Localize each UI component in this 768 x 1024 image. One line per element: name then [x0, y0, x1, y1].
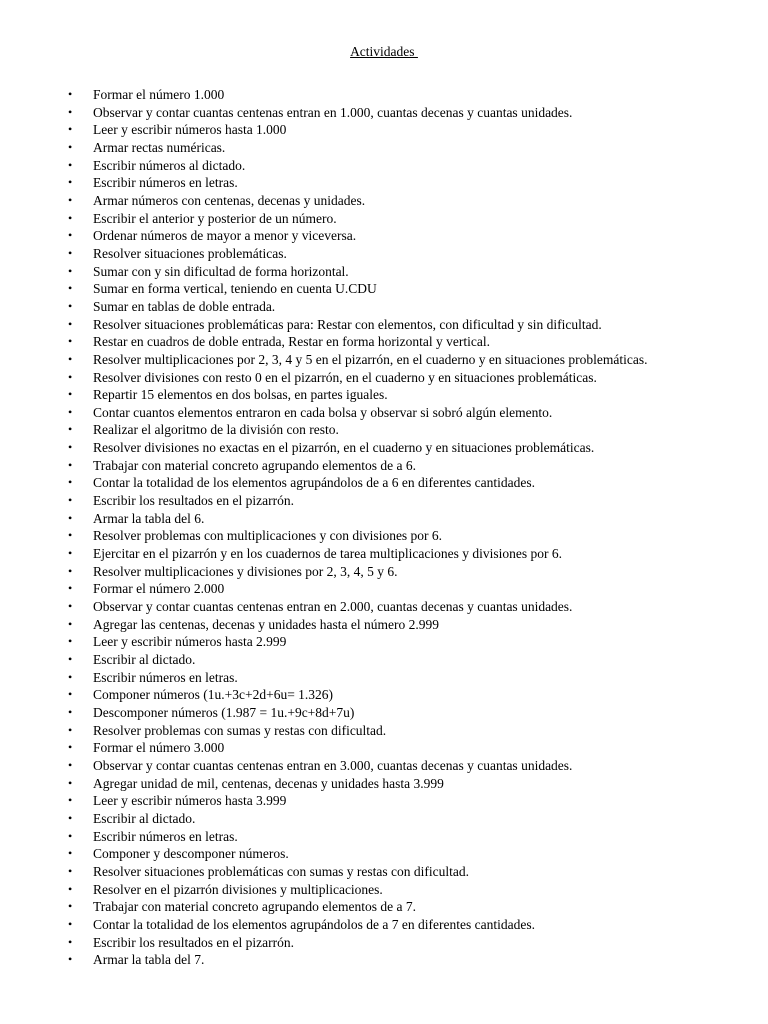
- list-item-text: Ejercitar en el pizarrón y en los cuadernos de tarea multiplicaciones y divisiones por 6.: [93, 546, 562, 562]
- bullet-icon: •: [68, 669, 73, 684]
- bullet-icon: •: [68, 281, 73, 296]
- list-item-text: Leer y escribir números hasta 1.000: [93, 122, 287, 138]
- bullet-icon: •: [68, 952, 73, 967]
- list-item-text: Restar en cuadros de doble entrada, Restar en forma horizontal y vertical.: [93, 334, 490, 350]
- list-item-text: Resolver problemas con sumas y restas con dificultad.: [93, 722, 387, 738]
- list-item-text: Componer números (1u.+3c+2d+6u= 1.326): [93, 687, 334, 703]
- bullet-icon: •: [68, 581, 73, 596]
- bullet-icon: •: [68, 192, 73, 207]
- bullet-icon: •: [68, 510, 73, 525]
- bullet-icon: •: [68, 634, 73, 649]
- list-item-text: Resolver situaciones problemáticas para: Restar con elementos, con dificultad y sin dificultad.: [93, 316, 602, 332]
- bullet-icon: •: [68, 369, 73, 384]
- document-title: Actividades: [350, 44, 418, 59]
- bullet-icon: •: [68, 104, 73, 119]
- bullet-icon: •: [68, 616, 73, 631]
- bullet-icon: •: [68, 139, 73, 154]
- list-item-text: Contar la totalidad de los elementos agrupándolos de a 6 en diferentes cantidades.: [93, 475, 535, 491]
- list-item-text: Resolver situaciones problemáticas con sumas y restas con dificultad.: [93, 863, 470, 879]
- bullet-icon: •: [68, 863, 73, 878]
- bullet-icon: •: [68, 457, 73, 472]
- list-item-text: Resolver situaciones problemáticas.: [93, 245, 287, 261]
- list-item-text: Armar rectas numéricas.: [93, 139, 226, 155]
- bullet-icon: •: [68, 899, 73, 914]
- bullet-icon: •: [68, 652, 73, 666]
- bullet-icon: •: [68, 563, 73, 578]
- bullet-icon: •: [68, 316, 73, 331]
- bullet-icon: •: [68, 122, 73, 137]
- list-item-text: Escribir los resultados en el pizarrón.: [93, 934, 294, 950]
- list-item-text: Leer y escribir números hasta 2.999: [93, 634, 287, 650]
- bullet-icon: •: [68, 828, 73, 843]
- list-item-text: Observar y contar cuantas centenas entran en 2.000, cuantas decenas y cuantas unidades.: [93, 599, 573, 615]
- bullet-icon: •: [68, 404, 73, 419]
- list-item-text: Escribir números en letras.: [93, 175, 238, 191]
- bullet-icon: •: [68, 757, 73, 772]
- list-item-text: Sumar en forma vertical, teniendo en cuenta U.CDU: [93, 281, 377, 297]
- list-item-text: Escribir números en letras.: [93, 828, 238, 844]
- list-item-text: Escribir los resultados en el pizarrón.: [93, 493, 294, 509]
- list-item-text: Leer y escribir números hasta 3.999: [93, 793, 287, 809]
- list-item-text: Resolver problemas con multiplicaciones y con divisiones por 6.: [93, 528, 443, 544]
- list-item-text: Resolver divisiones no exactas en el pizarrón, en el cuaderno y en situaciones problemáticas.: [93, 440, 595, 456]
- list-item-text: Contar la totalidad de los elementos agrupándolos de a 7 en diferentes cantidades.: [93, 916, 535, 932]
- list-item-text: Repartir 15 elementos en dos bolsas, en partes iguales.: [93, 387, 388, 403]
- bullet-icon: •: [68, 704, 73, 719]
- bullet-icon: •: [68, 351, 73, 366]
- list-item-text: Armar números con centenas, decenas y unidades.: [93, 192, 366, 208]
- list-item-text: Resolver multiplicaciones por 2, 3, 4 y 5 en el pizarrón, en el cuaderno y en situaciones problemáticas.: [93, 351, 648, 367]
- list-item-text: Ordenar números de mayor a menor y viceversa.: [93, 228, 357, 244]
- bullet-icon: •: [68, 210, 73, 225]
- bullet-icon: •: [68, 546, 73, 561]
- list-item-text: Escribir números en letras.: [93, 669, 238, 685]
- bullet-icon: •: [68, 846, 73, 861]
- bullet-icon: •: [68, 175, 73, 190]
- bullet-icon: •: [68, 87, 73, 101]
- list-item-text: Agregar las centenas, decenas y unidades hasta el número 2.999: [93, 616, 439, 632]
- list-item-text: Componer y descomponer números.: [93, 846, 289, 862]
- bullet-icon: •: [68, 916, 73, 931]
- bullet-icon: •: [68, 298, 73, 313]
- bullet-icon: •: [68, 740, 73, 755]
- bullet-icon: •: [68, 228, 73, 243]
- list-item-text: Formar el número 2.000: [93, 581, 225, 597]
- bullet-icon: •: [68, 528, 73, 543]
- list-item-text: Resolver en el pizarrón divisiones y multiplicaciones.: [93, 881, 383, 897]
- bullet-icon: •: [68, 775, 73, 790]
- list-item-text: Agregar unidad de mil, centenas, decenas y unidades hasta 3.999: [93, 775, 444, 791]
- list-item-text: Sumar en tablas de doble entrada.: [93, 298, 276, 314]
- bullet-icon: •: [68, 245, 73, 260]
- list-item-text: Descomponer números (1.987 = 1u.+9c+8d+7u): [93, 704, 355, 720]
- list-item-text: Armar la tabla del 6.: [93, 510, 205, 526]
- list-item-text: Escribir números al dictado.: [93, 157, 246, 173]
- bullet-icon: •: [68, 387, 73, 402]
- bullet-icon: •: [68, 334, 73, 349]
- list-item-text: Trabajar con material concreto agrupando elementos de a 6.: [93, 457, 416, 473]
- list-item-text: Realizar el algoritmo de la división con resto.: [93, 422, 339, 438]
- list-item-text: Sumar con y sin dificultad de forma horizontal.: [93, 263, 349, 279]
- list-item-text: Observar y contar cuantas centenas entran en 1.000, cuantas decenas y cuantas unidades.: [93, 104, 573, 120]
- list-item-text: Formar el número 1.000: [93, 87, 225, 102]
- list-item-text: Trabajar con material concreto agrupando elementos de a 7.: [93, 899, 416, 915]
- list-item-text: Armar la tabla del 7.: [93, 952, 205, 968]
- list-item-text: Formar el número 3.000: [93, 740, 225, 756]
- bullet-icon: •: [68, 475, 73, 490]
- bullet-icon: •: [68, 934, 73, 949]
- bullet-icon: •: [68, 810, 73, 825]
- list-item-text: Escribir al dictado.: [93, 652, 196, 667]
- list-item-text: Escribir el anterior y posterior de un número.: [93, 210, 337, 226]
- bullet-icon: •: [68, 881, 73, 896]
- bullet-icon: •: [68, 722, 73, 737]
- list-item-text: Escribir al dictado.: [93, 810, 196, 826]
- bullet-icon: •: [68, 599, 73, 614]
- list-item-text: Contar cuantos elementos entraron en cada bolsa y observar si sobró algún elemento.: [93, 404, 553, 420]
- bullet-icon: •: [68, 157, 73, 172]
- bullet-icon: •: [68, 687, 73, 702]
- list-item-text: Resolver multiplicaciones y divisiones por 2, 3, 4, 5 y 6.: [93, 563, 398, 579]
- bullet-icon: •: [68, 493, 73, 508]
- bullet-icon: •: [68, 793, 73, 808]
- bullet-icon: •: [68, 263, 73, 278]
- bullet-icon: •: [68, 440, 73, 455]
- list-item-text: Resolver divisiones con resto 0 en el pizarrón, en el cuaderno y en situaciones problemáticas.: [93, 369, 597, 385]
- list-item-text: Observar y contar cuantas centenas entran en 3.000, cuantas decenas y cuantas unidades.: [93, 757, 573, 773]
- bullet-icon: •: [68, 422, 73, 437]
